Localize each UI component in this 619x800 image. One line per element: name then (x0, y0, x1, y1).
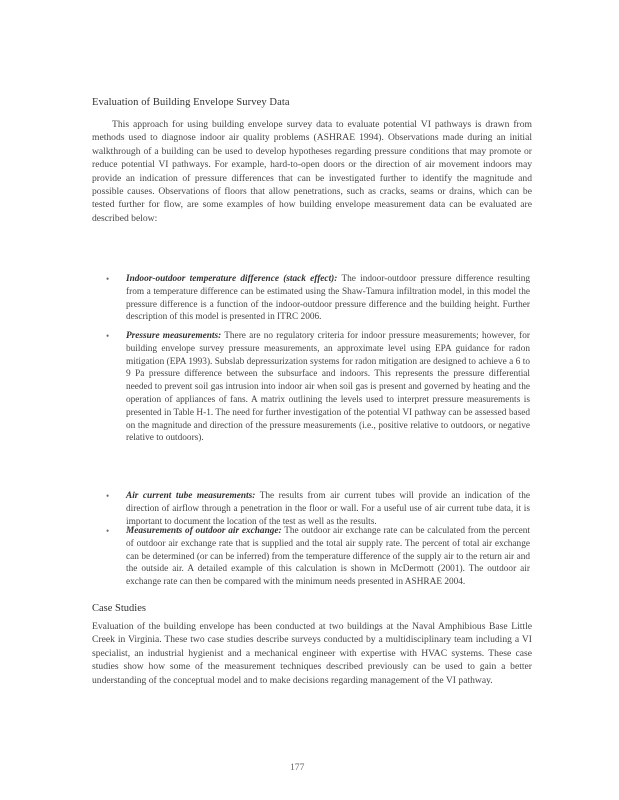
section-heading: Evaluation of Building Envelope Survey Data (92, 97, 290, 108)
intro-paragraph: This approach for using building envelope survey data to evaluate potential VI pathways is drawn from methods used to diagnose indoor air quality problems (ASHRAE 1994). Observations made during an initial walkthrough of a building can be used to develop hypotheses regarding pressure conditions that may promote or reduce potential VI pathways. For example, hard-to-open doors or the direction of air movement indoors may provide an indication of pressure differences that can be investigated further to identify the magnitude and possible causes. Observations of floors that allow penetrations, such as cracks, seams or drains, which can be tested further for flow, are some examples of how building envelope measurement data can be evaluated are described below: (92, 119, 532, 224)
bullet-text: The results from air current tubes will provide an indication of the direction of airflow through a penetration in the floor or wall. For a useful use of air current tube data, it is important to document the location of the test as well as the results. (126, 491, 531, 527)
bullet-term: Measurements of outdoor air exchange: (126, 526, 282, 536)
case-studies-paragraph: Evaluation of the building envelope has been conducted at two buildings at the Naval Amphibious Base Little Creek in Virginia. These two case studies describe surveys conducted by a multidisciplinary team including a VI specialist, an industrial hygienist and a mechanical engineer with expertise with HVAC systems. These case studies show how some of the measurement techniques described previously can be used to gain a better understanding of the conceptual model and to make decisions regarding management of the VI pathway. (92, 621, 532, 686)
case-studies-heading: Case Studies (92, 603, 146, 614)
bullet-item (106, 490, 531, 528)
bullet-text: The outdoor air exchange rate can be calculated from the percent of outdoor air exchange rate that is supplied and the total air supply rate. The percent of total air exchange can be determined (or can be inferred) from the temperature difference of the supply air to the return air and the outside air. A detailed example of this calculation is shown in McDermott (2001). The outdoor air exchange rate can then be compared with the minimum needs presented in ASHRAE 2004. (126, 526, 530, 588)
bullet-term: Indoor-outdoor temperature difference (stack effect): (126, 274, 338, 284)
bullet-text: The indoor-outdoor pressure difference resulting from a temperature difference can be estimated using the Shaw-Tamura infiltration model, in this model the pressure difference is a function of the indoor-outdoor pressure difference and the building height. Further description of this model is presented in ITRC 2006. (126, 274, 531, 323)
bullet-icon: • (106, 491, 110, 501)
page-number: 177 (290, 762, 305, 773)
bullet-item (106, 273, 531, 324)
bullet-text: There are no regulatory criteria for indoor pressure measurements; however, for building envelope survey pressure measurements, an approximate level using EPA guidance for radon mitigation (EPA 1993). Subslab depressurization systems for radon mitigation are designed to achieve a 6 to 9 Pa pressure difference between the subsurface and indoors. This represents the pressure differential needed to prevent soil gas intrusion into indoor air when soil gas is present and governed by heating and the operation of appliances of fans. A matrix outlining the levels used to interpret pressure measurements is presented in Table H-1. The need for further investigation of the potential VI pathway can be assessed based on the magnitude and direction of the pressure measurements (i.e., positive relative to outdoors, or negative relative to outdoors). (126, 331, 530, 444)
bullet-icon: • (106, 526, 110, 536)
bullet-icon: • (106, 274, 110, 284)
bullet-item (106, 330, 530, 445)
bullet-term: Pressure measurements: (126, 331, 222, 341)
bullet-icon: • (106, 331, 110, 341)
bullet-item (106, 525, 530, 589)
bullet-term: Air current tube measurements: (126, 491, 256, 501)
